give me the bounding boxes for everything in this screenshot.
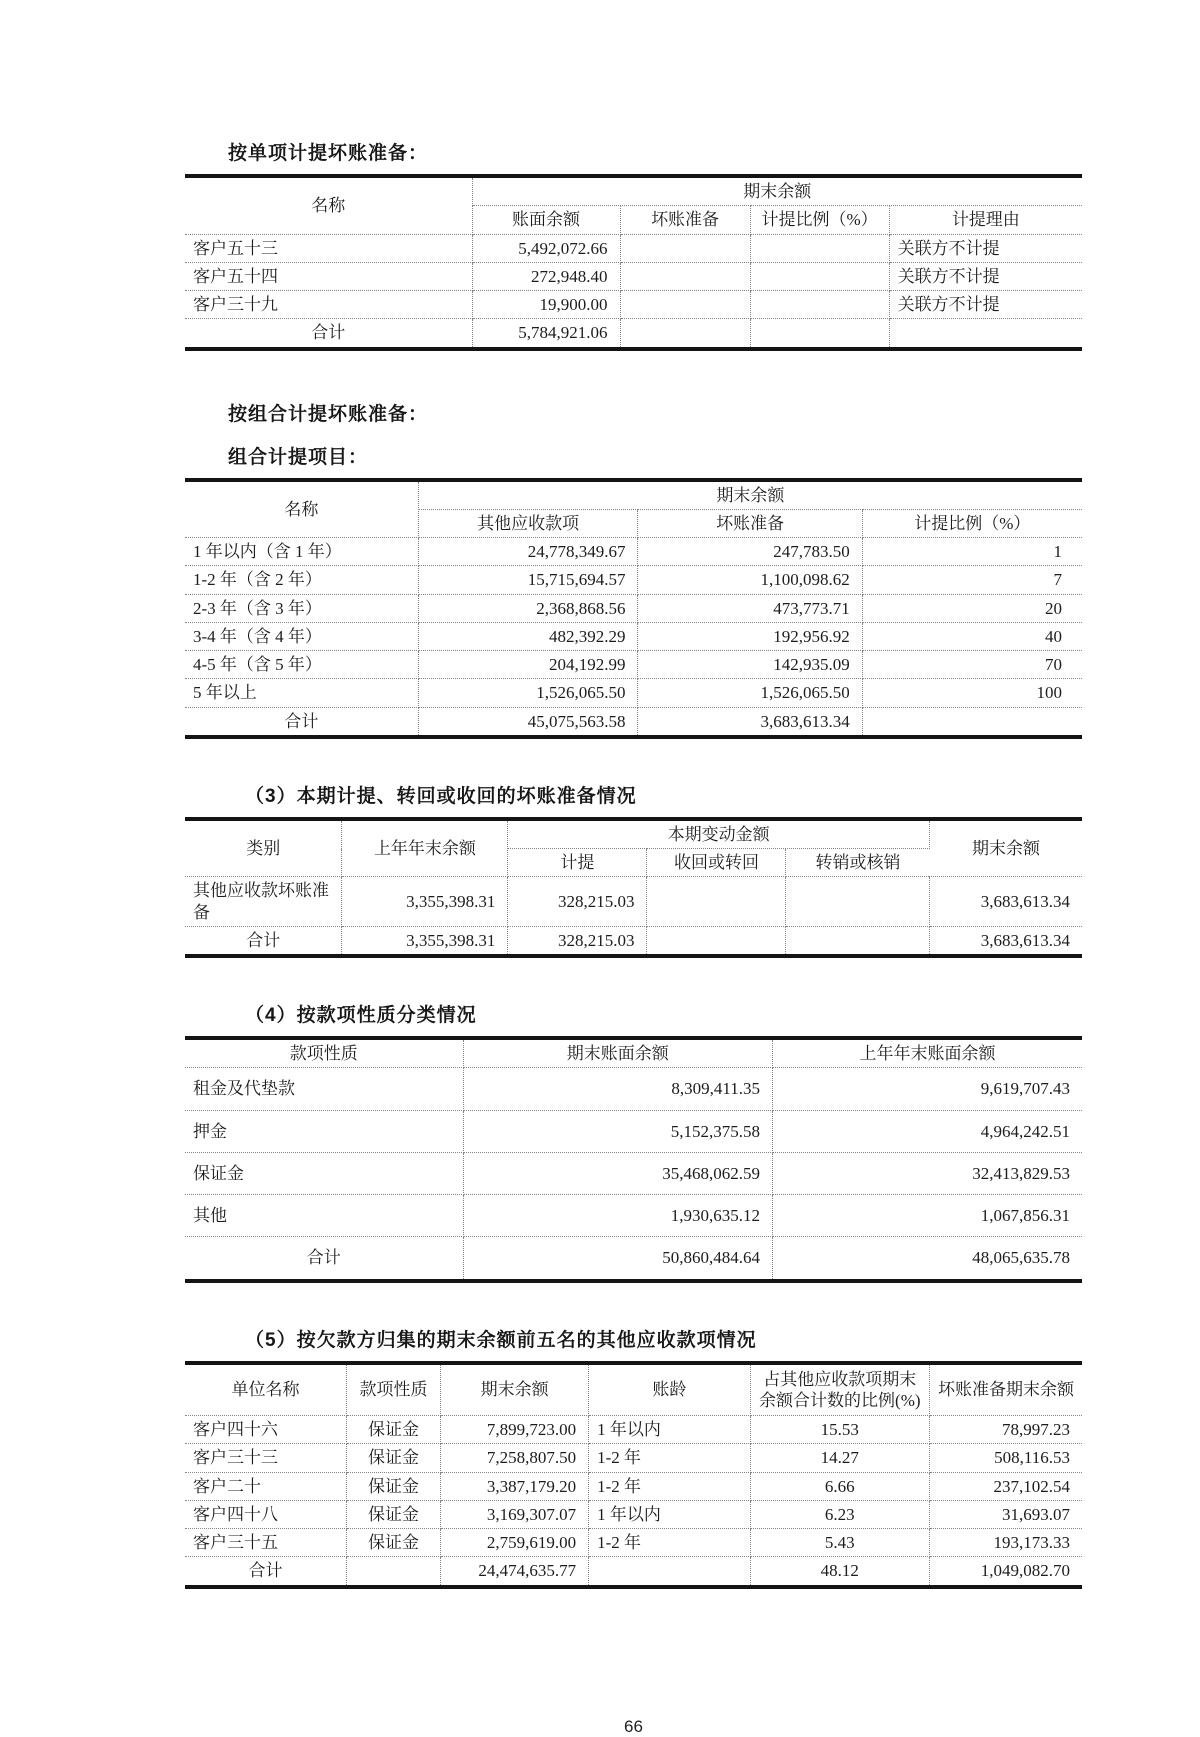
cell-ratio: 40 bbox=[862, 622, 1082, 650]
cell-name: 客户五十三 bbox=[185, 234, 472, 262]
cell-nature: 租金及代垫款 bbox=[185, 1068, 463, 1110]
top-five-debtors-table bbox=[185, 1361, 1082, 1589]
table-header-row bbox=[185, 1038, 1082, 1068]
cell-balance: 2,759,619.00 bbox=[441, 1529, 589, 1557]
cell-ratio: 6.23 bbox=[750, 1500, 929, 1528]
cell-bad-debt: 192,956.92 bbox=[638, 622, 862, 650]
cell-receivable: 2,368,868.56 bbox=[418, 594, 638, 622]
cell-provision: 328,215.03 bbox=[508, 926, 647, 956]
cell-reason: 关联方不计提 bbox=[889, 262, 1082, 290]
cell-unit: 客户二十 bbox=[185, 1472, 346, 1500]
cell-category: 其他应收款坏账准备 bbox=[185, 877, 342, 927]
cell-recover bbox=[647, 877, 786, 927]
cell-aging: 1 年以内（含 1 年） bbox=[185, 538, 418, 566]
header-reason: 计提理由 bbox=[889, 206, 1082, 234]
cell-reason: 关联方不计提 bbox=[889, 234, 1082, 262]
header-aging: 账龄 bbox=[589, 1363, 750, 1416]
header-prev-balance: 上年年末账面余额 bbox=[773, 1038, 1082, 1068]
cell-bad-debt bbox=[620, 319, 750, 349]
table-row bbox=[185, 291, 1082, 319]
cell-nature: 保证金 bbox=[346, 1500, 440, 1528]
cell-ratio: 5.43 bbox=[750, 1529, 929, 1557]
page-content bbox=[185, 0, 1082, 1737]
cell-receivable: 24,778,349.67 bbox=[418, 538, 638, 566]
cell-ratio bbox=[862, 707, 1082, 737]
cell-bad-debt bbox=[620, 234, 750, 262]
table-row bbox=[185, 622, 1082, 650]
cell-bad-debt: 1,526,065.50 bbox=[638, 679, 862, 707]
cell-bad-debt bbox=[620, 291, 750, 319]
cell-unit: 客户三十三 bbox=[185, 1444, 346, 1472]
table-row bbox=[185, 1500, 1082, 1528]
section2-title: 按组合计提坏账准备： bbox=[228, 403, 429, 425]
individual-provision-table bbox=[185, 174, 1082, 351]
cell-aging: 1-2 年 bbox=[589, 1529, 750, 1557]
table-row bbox=[185, 538, 1082, 566]
cell-ratio: 70 bbox=[862, 651, 1082, 679]
cell-aging bbox=[589, 1557, 750, 1587]
cell-bad-debt: 473,773.71 bbox=[638, 594, 862, 622]
table-row bbox=[185, 1110, 1082, 1152]
cell-total-label: 合计 bbox=[185, 1237, 463, 1281]
cell-ratio: 15.53 bbox=[750, 1416, 929, 1444]
cell-bad-debt: 247,783.50 bbox=[638, 538, 862, 566]
cell-aging: 1 年以内 bbox=[589, 1416, 750, 1444]
cell-ratio: 6.66 bbox=[750, 1472, 929, 1500]
table-row bbox=[185, 877, 1082, 927]
cell-total-label: 合计 bbox=[185, 1557, 346, 1587]
header-end-balance: 期末账面余额 bbox=[463, 1038, 772, 1068]
section4-title: （4）按款项性质分类情况 bbox=[245, 1005, 477, 1026]
table-total-row bbox=[185, 1557, 1082, 1587]
header-nature: 款项性质 bbox=[185, 1038, 463, 1068]
table-row bbox=[185, 262, 1082, 290]
cell-writeoff bbox=[786, 926, 930, 956]
table-total-row bbox=[185, 926, 1082, 956]
header-nature: 款项性质 bbox=[346, 1363, 440, 1416]
cell-balance: 3,387,179.20 bbox=[441, 1472, 589, 1500]
cell-ratio bbox=[750, 291, 889, 319]
nature-classification-table bbox=[185, 1036, 1082, 1283]
cell-aging: 1 年以内 bbox=[589, 1500, 750, 1528]
header-bad-debt: 坏账准备 bbox=[638, 509, 862, 537]
table-row bbox=[185, 1444, 1082, 1472]
cell-end: 1,930,635.12 bbox=[463, 1195, 772, 1237]
cell-aging: 5 年以上 bbox=[185, 679, 418, 707]
cell-aging: 1-2 年 bbox=[589, 1472, 750, 1500]
header-book-balance: 账面余额 bbox=[472, 206, 620, 234]
header-writeoff: 转销或核销 bbox=[786, 849, 930, 877]
header-name: 名称 bbox=[185, 176, 472, 234]
header-ratio: 计提比例（%） bbox=[862, 509, 1082, 537]
section3-title: （3）本期计提、转回或收回的坏账准备情况 bbox=[245, 785, 637, 807]
cell-aging: 3-4 年（含 4 年） bbox=[185, 622, 418, 650]
cell-reason bbox=[889, 319, 1082, 349]
table-row bbox=[185, 1529, 1082, 1557]
cell-provision: 328,215.03 bbox=[508, 877, 647, 927]
cell-unit: 客户四十八 bbox=[185, 1500, 346, 1528]
cell-prev: 3,355,398.31 bbox=[342, 877, 508, 927]
cell-receivable: 204,192.99 bbox=[418, 651, 638, 679]
header-period-end-group: 期末余额 bbox=[472, 176, 1082, 206]
cell-balance: 24,474,635.77 bbox=[441, 1557, 589, 1587]
cell-bad-debt: 237,102.54 bbox=[929, 1472, 1082, 1500]
cell-balance: 272,948.40 bbox=[472, 262, 620, 290]
cell-nature: 其他 bbox=[185, 1195, 463, 1237]
cell-nature: 保证金 bbox=[346, 1444, 440, 1472]
cell-nature: 保证金 bbox=[185, 1152, 463, 1194]
header-period-end-group: 期末余额 bbox=[418, 480, 1082, 510]
cell-nature: 押金 bbox=[185, 1110, 463, 1152]
table-row bbox=[185, 566, 1082, 594]
header-ratio: 计提比例（%） bbox=[750, 206, 889, 234]
cell-prev: 48,065,635.78 bbox=[972, 1248, 1070, 1268]
cell-ratio bbox=[750, 234, 889, 262]
cell-name: 客户五十四 bbox=[185, 262, 472, 290]
cell-ratio bbox=[750, 262, 889, 290]
table-header-row bbox=[185, 176, 1082, 206]
cell-recover bbox=[647, 926, 786, 956]
header-name: 名称 bbox=[185, 480, 418, 538]
table-total-row bbox=[185, 319, 1082, 349]
cell-ratio: 1 bbox=[862, 538, 1082, 566]
cell-total-label: 合计 bbox=[185, 926, 342, 956]
cell-prev: 4,964,242.51 bbox=[773, 1110, 1082, 1152]
table-row bbox=[185, 1195, 1082, 1237]
table-row bbox=[185, 1152, 1082, 1194]
cell-bad-debt: 508,116.53 bbox=[929, 1444, 1082, 1472]
cell-unit: 客户三十五 bbox=[185, 1529, 346, 1557]
cell-ratio: 48.12 bbox=[750, 1557, 929, 1587]
cell-receivable: 1,526,065.50 bbox=[418, 679, 638, 707]
cell-bad-debt: 3,683,613.34 bbox=[638, 707, 862, 737]
section2-subtitle: 组合计提项目： bbox=[228, 446, 369, 468]
header-change-group: 本期变动金额 bbox=[508, 819, 930, 849]
cell-bad-debt bbox=[620, 262, 750, 290]
table-header-row bbox=[185, 819, 1082, 849]
section1-title: 按单项计提坏账准备： bbox=[228, 143, 429, 164]
cell-bad-debt: 1,100,098.62 bbox=[638, 566, 862, 594]
table-header-row bbox=[185, 1363, 1082, 1416]
table-row bbox=[185, 1416, 1082, 1444]
cell-nature: 保证金 bbox=[346, 1529, 440, 1557]
cell-total-label: 合计 bbox=[185, 707, 418, 737]
table-total-row bbox=[185, 1237, 1082, 1281]
table-row bbox=[185, 651, 1082, 679]
cell-bad-debt: 31,693.07 bbox=[929, 1500, 1082, 1528]
cell-ratio: 14.27 bbox=[750, 1444, 929, 1472]
cell-reason: 关联方不计提 bbox=[889, 291, 1082, 319]
cell-bad-debt: 78,997.23 bbox=[929, 1416, 1082, 1444]
cell-aging: 1-2 年 bbox=[589, 1444, 750, 1472]
cell-ratio: 20 bbox=[862, 594, 1082, 622]
cell-aging: 1-2 年（含 2 年） bbox=[185, 566, 418, 594]
cell-balance: 19,900.00 bbox=[472, 291, 620, 319]
cell-balance: 7,258,807.50 bbox=[441, 1444, 589, 1472]
cell-nature: 保证金 bbox=[346, 1472, 440, 1500]
cell-balance: 5,784,921.06 bbox=[472, 319, 620, 349]
header-bad-debt: 坏账准备 bbox=[620, 206, 750, 234]
header-end-balance: 期末余额 bbox=[441, 1363, 589, 1416]
cell-balance: 7,899,723.00 bbox=[441, 1416, 589, 1444]
header-unit-name: 单位名称 bbox=[185, 1363, 346, 1416]
header-other-receivables: 其他应收款项 bbox=[418, 509, 638, 537]
page-number: 66 bbox=[624, 1716, 643, 1736]
cell-receivable: 482,392.29 bbox=[418, 622, 638, 650]
table-row bbox=[185, 679, 1082, 707]
cell-receivable: 45,075,563.58 bbox=[418, 707, 638, 737]
cell-bad-debt: 142,935.09 bbox=[638, 651, 862, 679]
cell-end: 50,860,484.64 bbox=[463, 1237, 772, 1281]
cell-nature bbox=[346, 1557, 440, 1587]
cell-prev: 32,413,829.53 bbox=[773, 1152, 1082, 1194]
cell-end: 5,152,375.58 bbox=[463, 1110, 772, 1152]
table-row bbox=[185, 1068, 1082, 1110]
header-recover: 收回或转回 bbox=[647, 849, 786, 877]
table-header-row bbox=[185, 480, 1082, 510]
group-provision-table bbox=[185, 478, 1082, 739]
cell-end: 3,683,613.34 bbox=[929, 877, 1082, 927]
section5-title: （5）按欠款方归集的期末余额前五名的其他应收款项情况 bbox=[245, 1329, 757, 1351]
header-period-end: 期末余额 bbox=[929, 819, 1082, 877]
cell-name: 客户三十九 bbox=[185, 291, 472, 319]
header-category: 类别 bbox=[185, 819, 342, 877]
cell-ratio bbox=[750, 319, 889, 349]
cell-prev: 1,067,856.31 bbox=[773, 1195, 1082, 1237]
provision-change-table bbox=[185, 817, 1082, 958]
cell-prev: 3,355,398.31 bbox=[342, 926, 508, 956]
header-ratio: 占其他应收款项期末余额合计数的比例(%) bbox=[750, 1363, 929, 1416]
cell-unit: 客户四十六 bbox=[185, 1416, 346, 1444]
cell-prev: 9,619,707.43 bbox=[773, 1068, 1082, 1110]
cell-aging: 4-5 年（含 5 年） bbox=[185, 651, 418, 679]
cell-ratio: 7 bbox=[862, 566, 1082, 594]
table-row bbox=[185, 234, 1082, 262]
cell-ratio: 100 bbox=[862, 679, 1082, 707]
cell-end: 3,683,613.34 bbox=[980, 930, 1070, 950]
cell-end: 8,309,411.35 bbox=[463, 1068, 772, 1110]
cell-end: 35,468,062.59 bbox=[463, 1152, 772, 1194]
cell-total-label: 合计 bbox=[185, 319, 472, 349]
header-prev-year: 上年年末余额 bbox=[342, 819, 508, 877]
cell-writeoff bbox=[786, 877, 930, 927]
table-total-row bbox=[185, 707, 1082, 737]
table-row bbox=[185, 1472, 1082, 1500]
cell-nature: 保证金 bbox=[346, 1416, 440, 1444]
cell-balance: 5,492,072.66 bbox=[472, 234, 620, 262]
cell-bad-debt: 193,173.33 bbox=[929, 1529, 1082, 1557]
cell-bad-debt: 1,049,082.70 bbox=[980, 1561, 1070, 1581]
cell-aging: 2-3 年（含 3 年） bbox=[185, 594, 418, 622]
cell-receivable: 15,715,694.57 bbox=[418, 566, 638, 594]
cell-balance: 3,169,307.07 bbox=[441, 1500, 589, 1528]
header-provision: 计提 bbox=[508, 849, 647, 877]
header-bad-debt-end: 坏账准备期末余额 bbox=[929, 1363, 1082, 1416]
table-row bbox=[185, 594, 1082, 622]
